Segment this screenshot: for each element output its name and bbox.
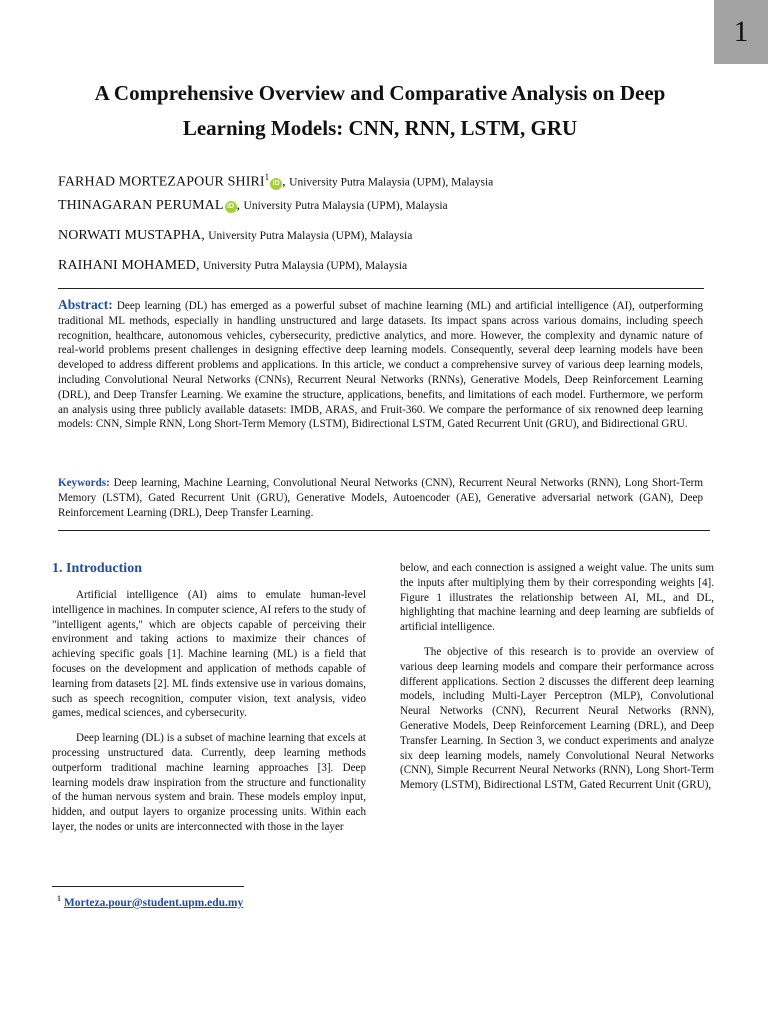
intro-paragraph-1: Artificial intelligence (AI) aims to emulate human-level intelligence in machines. In computer science, AI refers to the study of "intelligent agents," which are objects capable of perceiving their environment and taking actions to maximize their chances of achieving specific goals [1]. Machine learning (ML) is a field that focuses on the development and application of methods capable of learning from datasets [2]. ML finds extensive use in various domains, such as speech recognition, computer vision, text analysis, video games, medical sciences, and cybersecurity. [52, 589, 366, 720]
orcid-icon[interactable]: iD [225, 201, 237, 213]
page-number-badge: 1 [714, 0, 768, 64]
author-affiliation: University Putra Malaysia (UPM), Malaysia [203, 260, 408, 272]
author-3: NORWATI MUSTAPHA, University Putra Malaysia (UPM), Malaysia [58, 228, 413, 243]
title-line-2: Learning Models: CNN, RNN, LSTM, GRU [182, 116, 578, 140]
author-1: FARHAD MORTEZAPOUR SHIRI$^1$iD , University Putra Malaysia (UPM), Malaysia [58, 172, 494, 190]
title-line-1: A Comprehensive Overview and Comparative Analysis on Deep [94, 81, 666, 105]
keywords [58, 476, 703, 520]
intro-paragraph-3: The objective of this research is to provide an overview of various deep learning models and compare their performance across different applications. Section 2 discusses the different deep learning models, including Multi-Layer Perceptron (MLP), Convolutional Neural Networks (CNN), Recurrent Neural Networks (RNN), Generative Models, Deep Reinforcement Learning (DRL), and Deep Transfer Learning. In Section 3, we conduct experiments and analyze six deep learning models, namely Convolutional Neural Networks (CNN), Simple Recurrent Neural Networks (RNN), Long Short-Term Memory (LSTM), Bidirectional LSTM, Gated Recurrent Unit (GRU), [400, 645, 714, 792]
author-affiliation: University Putra Malaysia (UPM), Malaysia [289, 176, 494, 189]
footnote-marker: 1 [57, 894, 61, 903]
author-footnote-marker[interactable]: 1 [264, 172, 270, 182]
author-name: NORWATI MUSTAPHA [58, 228, 202, 243]
keywords-label: Keywords: [58, 477, 110, 489]
intro-paragraph-2: Deep learning (DL) is a subset of machine learning that excels at processing unstructured data. Currently, deep learning methods outperform traditional machine learning approaches [3]. Deep learning models draw inspiration from the structure and functionality of the human nervous system and brain. These models employ input, hidden, and output layers to organize processing units. Within each layer, the nodes or units are interconnected with those in the layer [52, 732, 366, 833]
abstract-text: Deep learning (DL) has emerged as a powerful subset of machine learning (ML) and artificial intelligence (AI), outperforming traditional ML methods, especially in handling unstructured and large datasets. Its impact spans across various domains, including speech recognition, healthcare, autonomous vehicles, cybersecurity, predictive analytics, and more. However, the complexity and dynamic nature of real-world problems present challenges in designing effective deep learning models. Consequently, several deep learning models have been developed to address different problems and applications. In this article, we conduct a comprehensive survey of various deep learning models, including Convolutional Neural Networks (CNNs), Recurrent Neural Networks (RNNs), Generative Models, Deep Reinforcement Learning (DRL), and Deep Transfer Learning. We examine the structure, applications, benefits, and limitations of each model. Furthermore, we perform an analysis using three publicly available datasets: IMDB, ARAS, and Fruit-360. We compare the performance of six renowned deep learning models: CNN, Simple RNN, Long Short-Term Memory (LSTM), Bidirectional LSTM, Gated Recurrent Unit (GRU), and Bidirectional GRU. [58, 300, 703, 431]
header-divider [58, 288, 704, 289]
footnote [57, 894, 243, 909]
author-affiliation: University Putra Malaysia (UPM), Malaysia [243, 200, 448, 212]
keywords-text: Deep learning, Machine Learning, Convolutional Neural Networks (CNN), Recurrent Neural Networks (RNN), Long Short-Term Memory (LSTM), Gated Recurrent Unit (GRU), Generative Models, Autoencoder (AE), Generative adversarial network (GAN), Deep Reinforcement Learning (DRL), Deep Transfer Learning. [58, 477, 703, 519]
author-2: THINAGARAN PERUMAL iD , University Putra Malaysia (UPM), Malaysia [58, 198, 448, 213]
abstract-divider [58, 530, 710, 531]
author-name: RAIHANI MOHAMED [58, 258, 196, 273]
footnote-divider [52, 886, 244, 887]
abstract [58, 298, 703, 432]
right-column [400, 561, 714, 803]
author-affiliation: University Putra Malaysia (UPM), Malaysia [208, 230, 413, 242]
author-name: THINAGARAN PERUMAL [58, 198, 224, 213]
paper-title [30, 76, 730, 146]
author-email-link[interactable]: Morteza.pour@student.upm.edu.my [63, 896, 244, 909]
author-name: FARHAD MORTEZAPOUR SHIRI [58, 174, 265, 190]
section-heading-introduction: 1. Introduction [52, 561, 142, 576]
orcid-icon[interactable]: iD [270, 178, 282, 190]
abstract-label: Abstract: [58, 297, 113, 312]
left-column [52, 588, 366, 845]
author-4: RAIHANI MOHAMED, University Putra Malaysia (UPM), Malaysia [58, 258, 408, 273]
intro-paragraph-2-continued: below, and each connection is assigned a weight value. The units sum the inputs after multiplying them by their corresponding weights [4]. Figure 1 illustrates the relationship between AI, ML, and DL, highlighting that machine learning and deep learning are subfields of artificial intelligence. [400, 562, 714, 634]
